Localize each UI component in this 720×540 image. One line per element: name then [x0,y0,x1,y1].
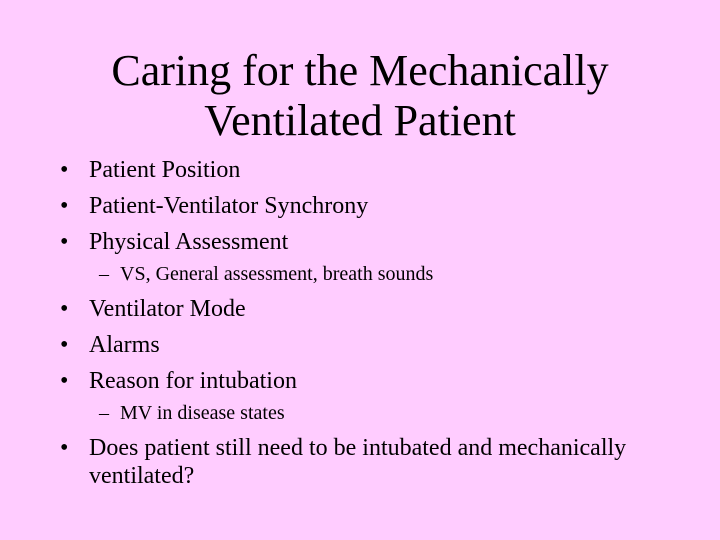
bullet-item-patient-position: • Patient Position [60,156,680,184]
bullet-item-ventilator-mode: • Ventilator Mode [60,295,680,323]
bullet-item-still-intubated: • Does patient still need to be intubated and mechanically ventilated? [60,434,680,490]
sub-bullet-mv-disease-states: – MV in disease states [60,401,680,425]
bullet-item-physical-assessment: • Physical Assessment [60,228,680,256]
sub-bullet-vital-signs: – VS, General assessment, breath sounds [60,262,680,286]
slide-title-line-1: Caring for the Mechanically [111,46,609,95]
slide-title-line-2: Ventilated Patient [204,96,516,145]
bullet-item-patient-ventilator-synchrony: • Patient-Ventilator Synchrony [60,192,680,220]
bullet-item-alarms: • Alarms [60,331,680,359]
slide-title [60,46,660,146]
bullet-item-reason-for-intubation: • Reason for intubation [60,367,680,395]
bullet-list [60,156,680,498]
